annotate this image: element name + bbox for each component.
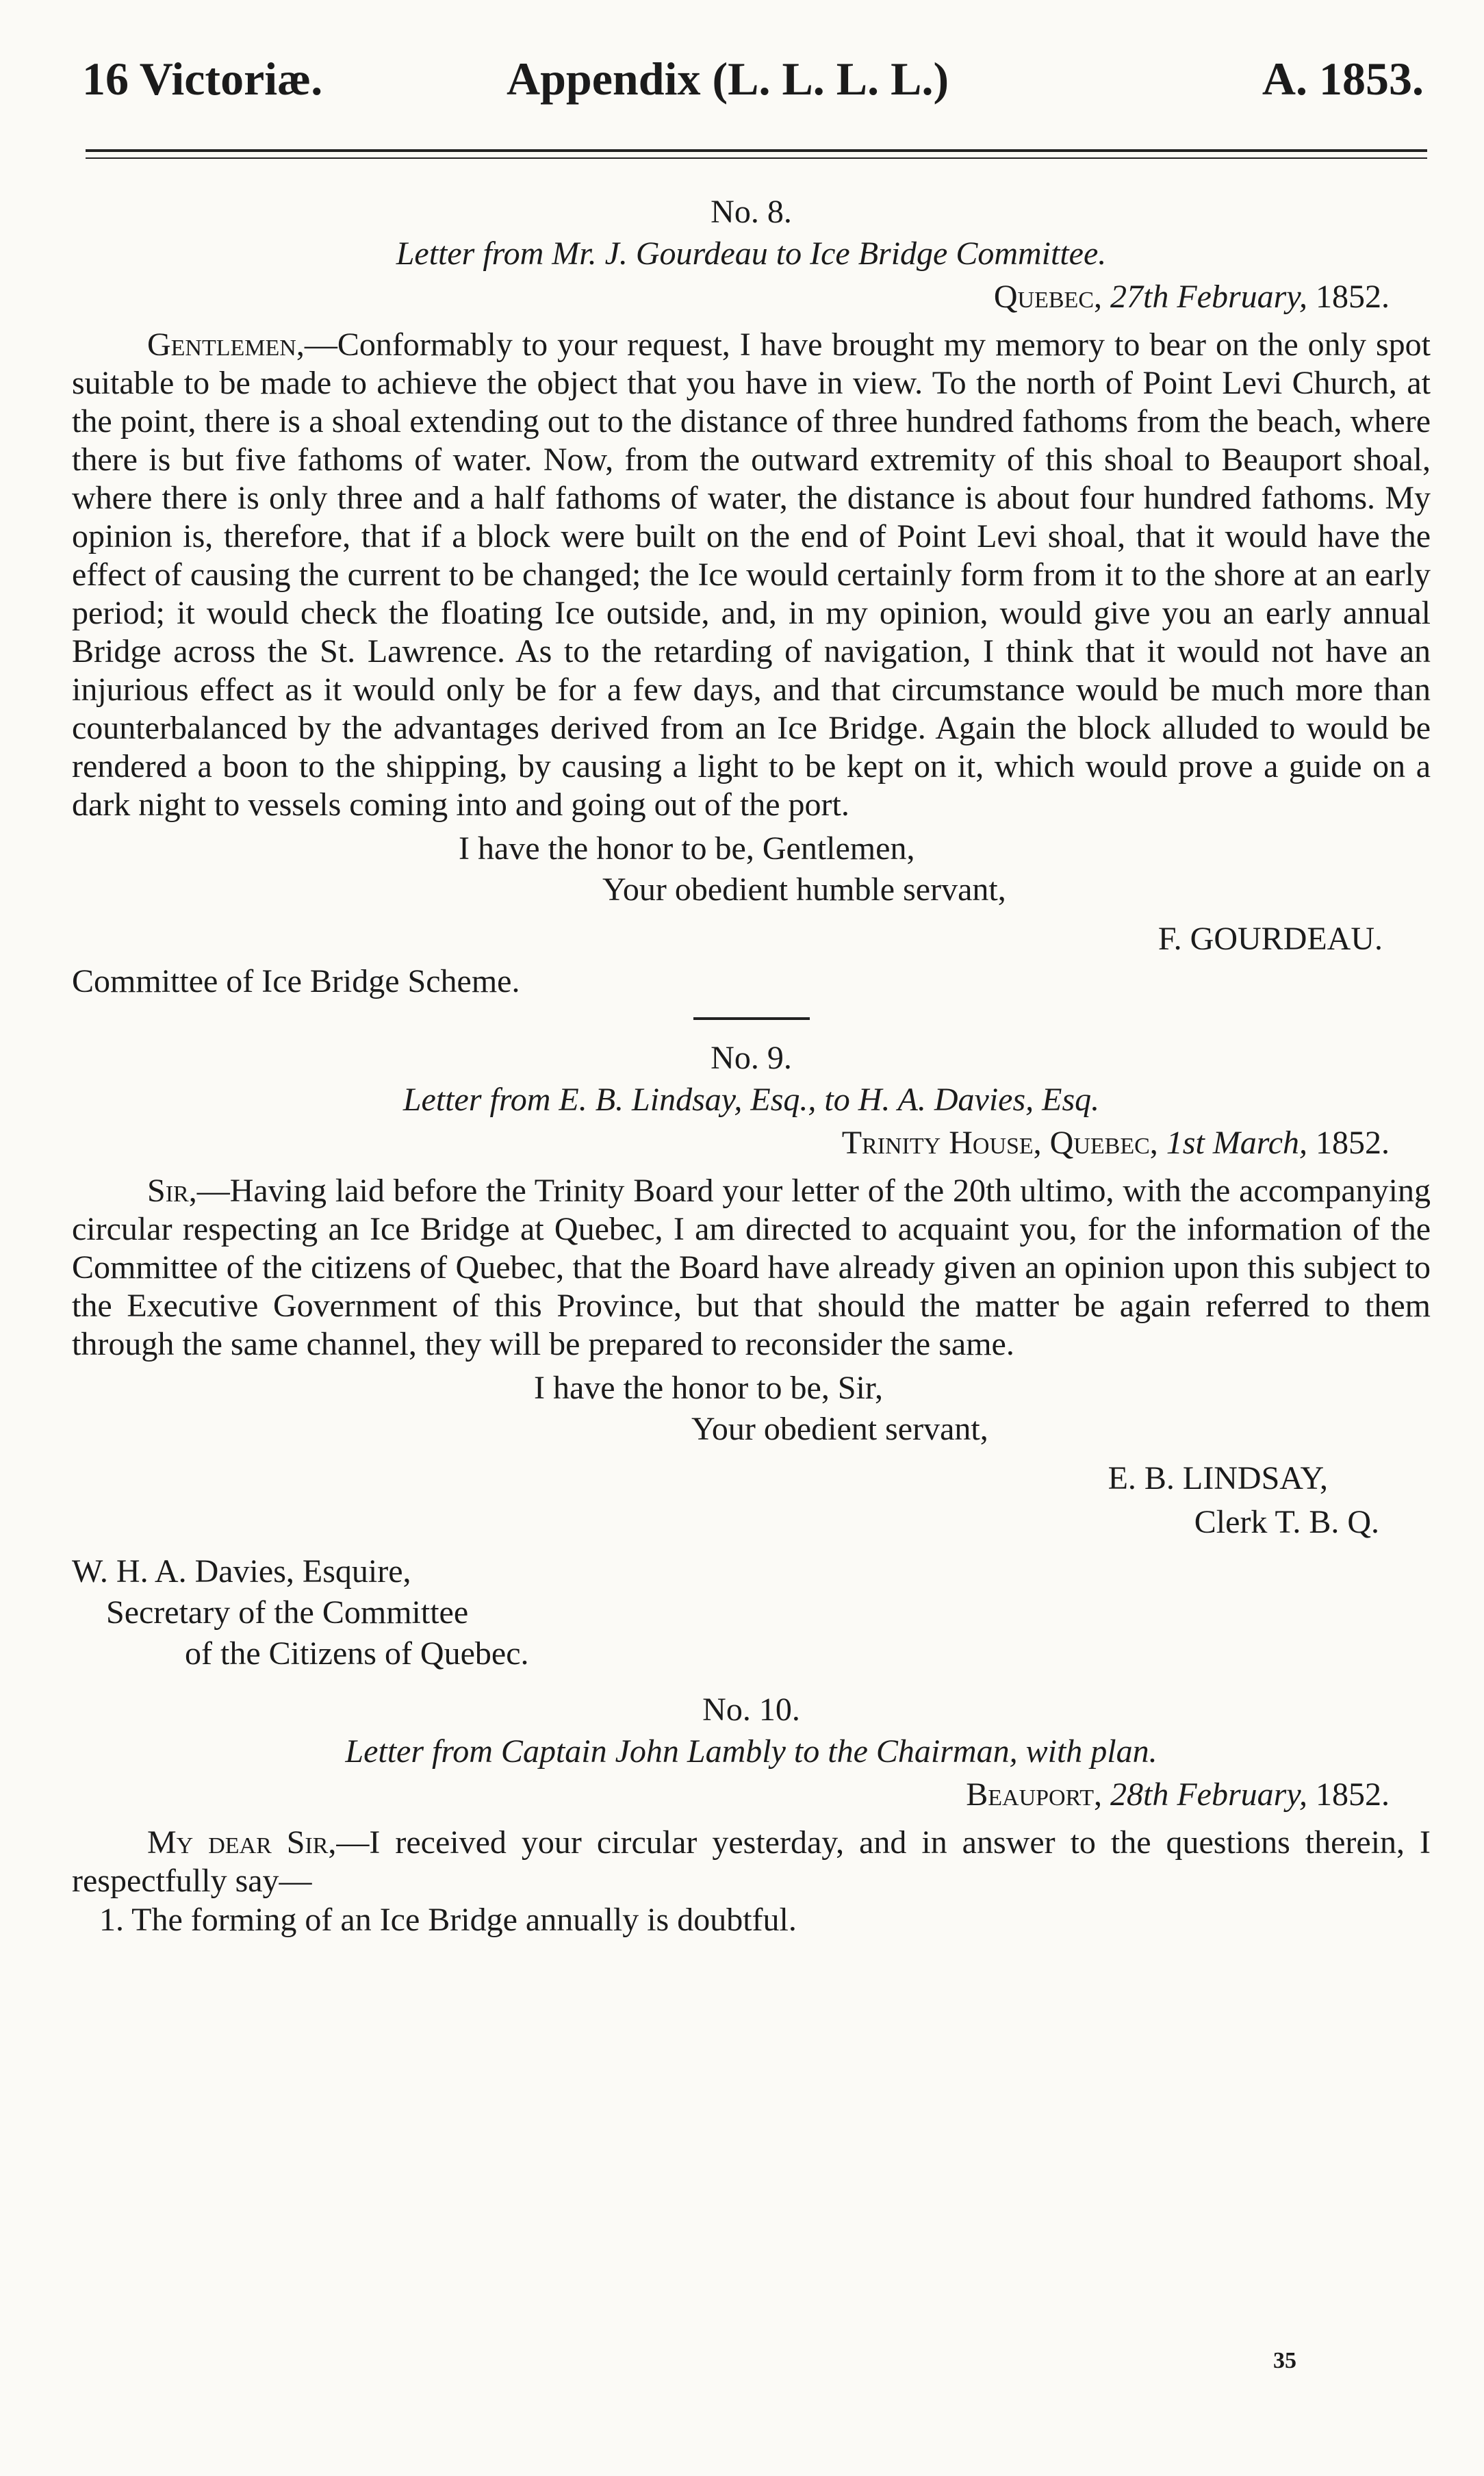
letter-salutation: Sir, [147,1173,197,1209]
letter-no-8 [72,192,1431,1002]
dateline-date: 28th February, [1110,1776,1307,1813]
dateline-place: Trinity House, Quebec, [841,1125,1158,1161]
letter-title: Letter from Captain John Lambly to the Chairman, with plan. [345,1733,1157,1770]
letter-no-10 [72,1689,1431,1940]
header-rule [86,149,1427,152]
dateline-date: 1st March, [1166,1125,1307,1161]
letter-dateline [72,1773,1431,1817]
dateline-date: 27th February, [1110,279,1307,315]
letter-salutation: Gentlemen, [147,327,305,363]
letter-number: No. 10. [702,1692,800,1728]
dateline-place: Beauport, [966,1776,1103,1813]
signature-title: Clerk T. B. Q. [1194,1504,1379,1540]
letter-closing: I have the honor to be, Gentlemen, [459,830,915,867]
header-right: A. 1853. [1262,53,1424,105]
page-folio: 35 [1273,2348,1296,2373]
letter-signature: E. B. LINDSAY, [1108,1460,1328,1496]
letter-salutation: My dear Sir, [147,1824,337,1861]
letter-number: No. 8. [711,194,792,230]
dateline-year: 1852. [1316,279,1390,315]
page-content [72,185,1431,1940]
letter-addressee: Committee of Ice Bridge Scheme. [72,963,520,999]
addressee-line-3: of the Citizens of Quebec. [185,1635,529,1672]
dateline-year: 1852. [1316,1125,1390,1161]
dateline-year: 1852. [1316,1776,1390,1813]
letter-closing-servant: Your obedient humble servant, [602,871,1006,908]
letter-closing: I have the honor to be, Sir, [534,1370,883,1406]
section-divider [693,1017,810,1020]
running-header [82,48,1424,110]
letter-dateline [72,1121,1431,1165]
header-left: 16 Victoriæ. [82,53,323,105]
letter-dateline [72,275,1431,319]
letter-closing-servant: Your obedient servant, [691,1411,988,1447]
letter-number: No. 9. [711,1040,792,1076]
addressee-line-2: Secretary of the Committee [106,1594,469,1631]
letter-body [72,1172,1431,1364]
letter-title: Letter from Mr. J. Gourdeau to Ice Bridge Committee. [396,235,1107,272]
dateline-place: Quebec, [993,279,1103,315]
letter-body [72,326,1431,824]
addressee-line-1: W. H. A. Davies, Esquire, [72,1553,411,1590]
letter-signature: F. GOURDEAU. [1157,921,1383,957]
letter-body [72,1824,1431,1900]
header-center: Appendix (L. L. L. L.) [507,53,949,105]
letter-body-text: —Having laid before the Trinity Board your letter of the 20th ultimo, with the accompanying circular respecting an Ice Bridge at Quebec, I am directed to acquaint you, for the information of the Committee of the citizens of Quebec, that the Board have already given an opinion upon this subject to the Executive Government of this Province, but that should the matter be again referred to them through the same channel, they will be prepared to reconsider the same. [72,1173,1431,1362]
header-rule-thin [86,157,1427,159]
letter-body-text: —I received your circular yesterday, and in answer to the questions therein, I respectfully say— [72,1824,1431,1899]
list-item: 1. The forming of an Ice Bridge annually is doubtful. [99,1902,797,1938]
letter-title: Letter from E. B. Lindsay, Esq., to H. A. Davies, Esq. [402,1082,1100,1118]
letter-body-text: —Conformably to your request, I have brought my memory to bear on the only spot suitable to be made to achieve the object that you have in view. To the north of Point Levi Church, at the point, there is a shoal extending out to the distance of three hundred fathoms from the beach, where there is but five fathoms of water. Now, from the outward extremity of this shoal to Beauport shoal, where there is only three and a half fathoms of water, the distance is about four hundred fathoms. My opinion is, therefore, that if a block were built on the end of Point Levi shoal, that it would have the effect of causing the current to be changed; the Ice would certainly form from it to the shore at an early period; it would check the floating Ice outside, and, in my opinion, would give you an early annual Bridge across the St. Lawrence. As to the retarding of navigation, I think that it would not have an injurious effect as it would only be for a few days, and that circumstance would be much more than counterbalanced by the advantages derived from an Ice Bridge. Again the block alluded to would be rendered a boon to the shipping, by causing a light to be kept on it, which would prove a guide on a dark night to vessels coming into and going out of the port. [72,327,1431,823]
letter-no-9 [72,1038,1431,1674]
